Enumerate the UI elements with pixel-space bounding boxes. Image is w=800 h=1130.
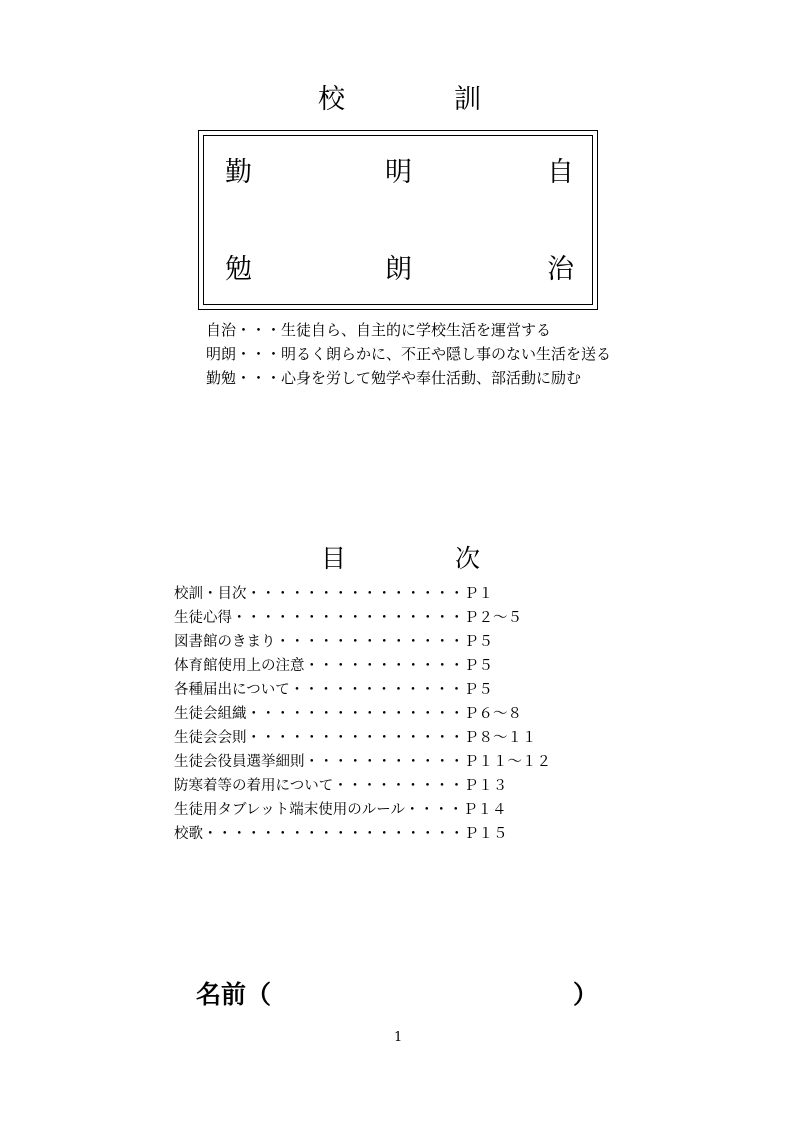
toc-entry-page: Ｐ５ bbox=[463, 682, 493, 698]
motto-explanation-jichi: 自治・・・生徒自ら、自主的に学校生活を運営する bbox=[206, 321, 552, 339]
motto-char-kin: 勤 bbox=[225, 157, 252, 188]
toc-entry-leader: ・・・・・・・・・ bbox=[333, 778, 464, 794]
toc-title-char-1: 目 bbox=[321, 544, 347, 573]
motto-explanation-meirou: 明朗・・・明るく朗らかに、不正や隠し事のない生活を送る bbox=[206, 345, 612, 363]
motto-title-char-1: 校 bbox=[318, 84, 345, 115]
toc-entry-leader: ・・・・・・・・・・・・・・・・・・ bbox=[203, 826, 464, 842]
toc-entry-leader: ・・・・・・・・・・・・・ bbox=[275, 634, 464, 650]
toc-entry bbox=[174, 632, 493, 652]
toc-entry bbox=[174, 800, 506, 820]
toc-title-char-2: 次 bbox=[455, 544, 481, 573]
motto-char-ben: 勉 bbox=[225, 254, 252, 285]
toc-entry-page: Ｐ１４ bbox=[462, 802, 507, 818]
toc-entry-title: 図書館のきまり bbox=[174, 634, 276, 650]
toc-entry-page: Ｐ５ bbox=[464, 634, 493, 650]
toc-entry-page: Ｐ１３ bbox=[463, 778, 508, 794]
toc-entry-title: 生徒会会則 bbox=[174, 730, 247, 746]
toc-entry-leader: ・・・・・・・・・・・ bbox=[304, 658, 464, 674]
motto-char-rou: 朗 bbox=[385, 254, 412, 285]
toc-entry-title: 生徒用タブレット端末使用のルール bbox=[174, 802, 405, 818]
motto-title-char-2: 訓 bbox=[454, 84, 481, 115]
toc-entry-leader: ・・・・ bbox=[404, 802, 463, 818]
toc-entry-title: 体育館使用上の注意 bbox=[174, 658, 305, 674]
toc-entry-page: Ｐ６～８ bbox=[464, 706, 522, 722]
toc-entry-title: 防寒着等の着用について bbox=[174, 778, 334, 794]
motto-char-chi: 治 bbox=[547, 254, 574, 285]
toc-entry bbox=[174, 680, 493, 700]
name-field-close-paren: ） bbox=[573, 980, 599, 1009]
toc-entry-page: Ｐ１１～１２ bbox=[464, 754, 551, 770]
toc-entry-leader: ・・・・・・・・・・・ bbox=[304, 754, 464, 770]
toc-entry-leader: ・・・・・・・・・・・・ bbox=[289, 682, 464, 698]
toc-entry bbox=[174, 776, 507, 796]
motto-char-ji: 自 bbox=[547, 157, 574, 188]
toc-entry-title: 生徒心得 bbox=[174, 610, 232, 626]
toc-entry bbox=[174, 704, 522, 724]
page-number: 1 bbox=[394, 1030, 403, 1045]
toc-entry-leader: ・・・・・・・・・・・・・・・ bbox=[246, 586, 464, 602]
toc-entry bbox=[174, 728, 537, 748]
toc-entry bbox=[174, 608, 522, 628]
toc-entry bbox=[174, 752, 551, 772]
motto-char-mei: 明 bbox=[385, 157, 412, 188]
toc-entry-leader: ・・・・・・・・・・・・・・・・ bbox=[232, 610, 464, 626]
toc-entry-page: Ｐ８～１１ bbox=[464, 730, 537, 746]
name-field-label: 名前（ bbox=[196, 980, 272, 1009]
toc-entry-page: Ｐ１５ bbox=[464, 826, 508, 842]
toc-entry bbox=[174, 584, 493, 604]
motto-box bbox=[198, 130, 598, 310]
toc-entry-title: 各種届出について bbox=[174, 682, 290, 698]
toc-entry-title: 校訓・目次 bbox=[174, 586, 247, 602]
motto-explanation-kinben: 勤勉・・・心身を労して勉学や奉仕活動、部活動に励む bbox=[206, 369, 582, 387]
toc-entry-leader: ・・・・・・・・・・・・・・・ bbox=[246, 706, 464, 722]
toc-entry-title: 校歌 bbox=[174, 826, 203, 842]
toc-entry bbox=[174, 824, 508, 844]
toc-entry bbox=[174, 656, 493, 676]
toc-entry-leader: ・・・・・・・・・・・・・・・ bbox=[246, 730, 464, 746]
toc-entry-page: Ｐ５ bbox=[464, 658, 493, 674]
toc-entry-title: 生徒会役員選挙細則 bbox=[174, 754, 305, 770]
toc-entry-page: Ｐ１ bbox=[464, 586, 493, 602]
toc-entry-title: 生徒会組織 bbox=[174, 706, 247, 722]
toc-entry-page: Ｐ２～５ bbox=[464, 610, 522, 626]
